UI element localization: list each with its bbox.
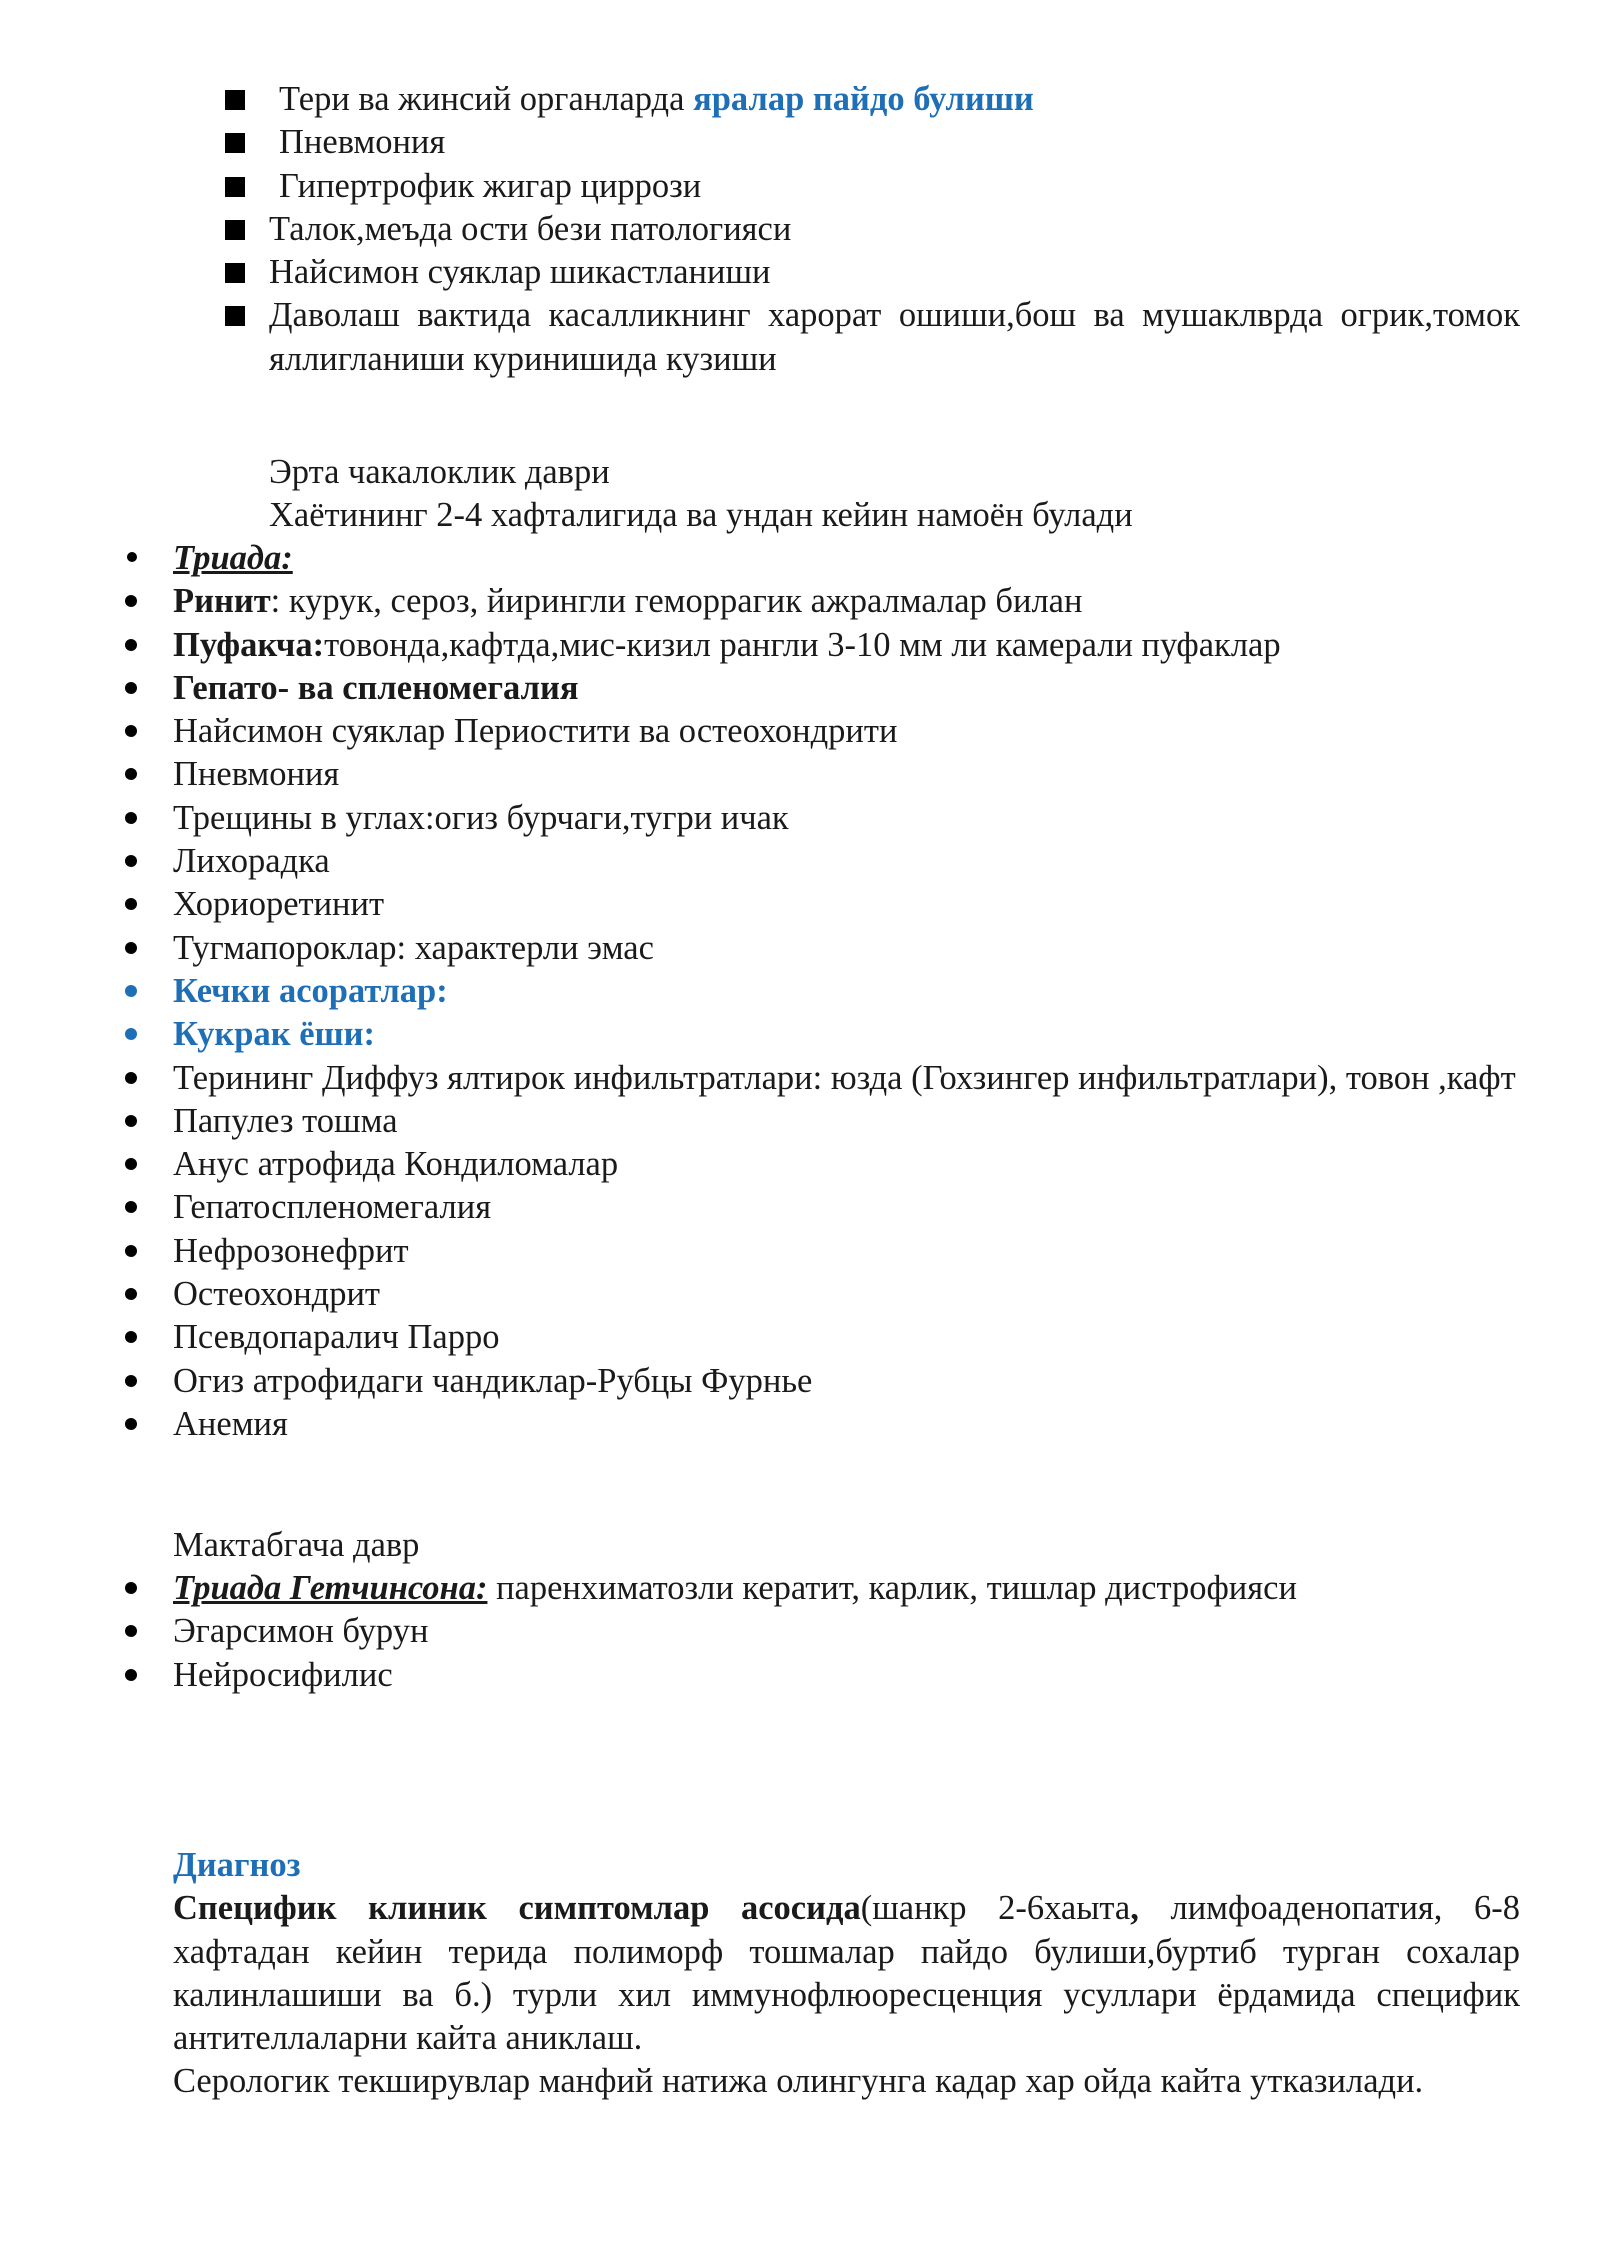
bullet-icon — [125, 1582, 137, 1594]
bullet-icon — [125, 1418, 137, 1430]
diagnosis-heading: Диагноз — [173, 1846, 301, 1884]
bullet-icon — [125, 1115, 137, 1127]
bullet-icon — [125, 1028, 137, 1040]
square-bullet-icon — [225, 177, 245, 197]
list-item-label: Триада Гетчинсона: — [173, 1569, 488, 1607]
list-item — [0, 1230, 1600, 1273]
list-item — [0, 1403, 1600, 1446]
bullet-icon — [125, 768, 137, 780]
bullet-icon — [125, 1072, 137, 1084]
list-item-label: Кукрак ёши: — [173, 1015, 376, 1054]
list-item — [0, 1360, 1600, 1403]
early-period-intro — [269, 451, 1133, 538]
list-item-text: Эгарсимон бурун — [173, 1612, 429, 1651]
list-item — [0, 1100, 1600, 1143]
list-item-label: Пуфакча: — [173, 625, 325, 664]
list-item-text: Гипертрофик жигар циррози — [279, 166, 702, 205]
list-item — [0, 1654, 1600, 1697]
bullet-icon — [125, 812, 137, 824]
list-item — [0, 121, 1600, 164]
list-item-text: товонда,кафтда,мис-кизил рангли 3-10 мм ли камерали пуфаклар — [324, 625, 1281, 664]
early-symptoms-list — [0, 537, 1600, 1446]
list-item-text: Нейросифилис — [173, 1655, 393, 1694]
list-item — [0, 1013, 1600, 1056]
list-item-label: Гепато- ва спленомегалия — [173, 668, 579, 707]
list-item-text: Псевдопаралич Парро — [173, 1318, 500, 1357]
list-item-label: Кечки асоратлар: — [173, 971, 448, 1010]
list-item — [0, 797, 1600, 840]
bullet-icon — [125, 1288, 137, 1300]
list-item — [0, 1186, 1600, 1229]
diagnosis-section — [173, 1844, 1520, 2104]
list-item — [0, 883, 1600, 926]
square-bullet-icon — [225, 306, 245, 326]
list-item-text: Гепатоспленомегалия — [173, 1188, 492, 1227]
bullet-icon — [125, 1331, 137, 1343]
list-item-text: Найсимон суяклар Периостити ва остеохондрити — [173, 712, 898, 751]
list-item-text: Анус атрофида Кондиломалар — [173, 1145, 619, 1184]
list-item-text: : курук, сероз, йирингли геморрагик ажралмалар билан — [270, 582, 1083, 621]
preschool-section-title: Мактабгача давр — [173, 1526, 420, 1564]
list-item — [0, 840, 1600, 883]
section-title: Эрта чакалоклик даври — [269, 453, 610, 491]
list-item — [0, 710, 1600, 753]
square-bullet-icon — [225, 220, 245, 240]
list-item-text: Терининг Диффуз ялтирок инфильтратлари: юзда (Гохзингер инфильтратлари), товон ,кафт — [173, 1058, 1516, 1097]
list-item — [0, 927, 1600, 970]
list-item — [0, 1567, 1600, 1610]
diagnosis-lead: Специфик клиник симптомлар асосида — [173, 1889, 861, 1928]
square-bullet-icon — [225, 90, 245, 110]
list-item — [0, 580, 1600, 623]
list-item-text: Трещины в углах:огиз бурчаги,тугри ичак — [173, 798, 789, 837]
bullet-icon — [125, 1158, 137, 1170]
list-item — [0, 294, 1600, 381]
list-item — [0, 78, 1600, 121]
list-item-text: Лихорадка — [173, 842, 330, 881]
list-item-text: Даволаш вактида касалликнинг харорат ошиши,бош ва мушаклврда огрик,томок яллигланиши куринишида кузиши — [269, 296, 1520, 378]
square-bullet-icon — [225, 133, 245, 153]
list-item — [0, 970, 1600, 1013]
preschool-symptoms-list — [0, 1567, 1600, 1697]
list-item — [0, 1316, 1600, 1359]
list-item — [0, 1273, 1600, 1316]
list-item — [0, 753, 1600, 796]
bullet-icon — [125, 1669, 137, 1681]
square-bullet-list — [0, 78, 1600, 381]
list-item-text: Остеохондрит — [173, 1275, 380, 1314]
list-item-text: Огиз атрофидаги чандиклар-Рубцы Фурнье — [173, 1361, 813, 1400]
square-bullet-icon — [225, 263, 245, 283]
paragraph-text: лимфоаденопатия, 6-8 хафтадан кейин терида полиморф тошмалар пайдо булиши,буртиб турган сохалар калинлашиши ва б.) турли хил иммунофлюоресценция усуллари ёрдамида специфик антителлаларни кайта аниклаш. — [173, 1889, 1520, 2058]
diagnosis-paragraph — [173, 1887, 1520, 2060]
list-item — [0, 537, 1600, 580]
list-item — [0, 251, 1600, 294]
bullet-icon — [125, 639, 137, 651]
bullet-icon — [125, 595, 137, 607]
list-item-label: Триада: — [173, 539, 293, 577]
bullet-icon — [125, 855, 137, 867]
list-item — [0, 1057, 1600, 1100]
bullet-icon — [125, 1625, 137, 1637]
list-item-text: Нефрозонефрит — [173, 1231, 409, 1270]
list-item-text: Тугмапороклар: характерли эмас — [173, 928, 654, 967]
list-item-text: Талок,меъда ости бези патологияси — [269, 209, 792, 248]
bullet-icon — [125, 1375, 137, 1387]
list-item — [0, 667, 1600, 710]
bullet-icon — [125, 985, 137, 997]
bullet-icon — [125, 898, 137, 910]
bullet-icon — [125, 1245, 137, 1257]
bullet-icon — [127, 552, 137, 562]
list-item — [0, 208, 1600, 251]
paragraph-text: , — [1130, 1889, 1139, 1928]
list-item-text: паренхиматозли кератит, карлик, тишлар дистрофияси — [487, 1569, 1297, 1607]
list-item-text: Пневмония — [173, 755, 340, 794]
list-item-label: Ринит — [173, 582, 271, 621]
bullet-icon — [125, 725, 137, 737]
bullet-icon — [125, 942, 137, 954]
highlighted-text: яралар пайдо булиши — [693, 80, 1034, 118]
bullet-icon — [125, 682, 137, 694]
list-item-text: Папулез тошма — [173, 1101, 398, 1140]
list-item — [0, 1143, 1600, 1186]
list-item-text: Анемия — [173, 1404, 288, 1443]
list-item-text: Пневмония — [279, 123, 446, 162]
paragraph-text: (шанкр 2-6хаыта — [860, 1889, 1131, 1928]
list-item-text: Тери ва жинсий органларда — [279, 80, 694, 118]
section-subtitle: Хаётининг 2-4 хафталигида ва ундан кейин намоён булади — [269, 496, 1133, 535]
serology-paragraph: Серологик текширувлар манфий натижа олингунга кадар хар ойда кайта утказилади. — [173, 2062, 1424, 2101]
list-item — [0, 1610, 1600, 1653]
list-item-text: Хориоретинит — [173, 885, 385, 924]
list-item-text: Найсимон суяклар шикастланиши — [269, 253, 771, 292]
bullet-icon — [125, 1201, 137, 1213]
list-item — [0, 165, 1600, 208]
list-item — [0, 624, 1600, 667]
